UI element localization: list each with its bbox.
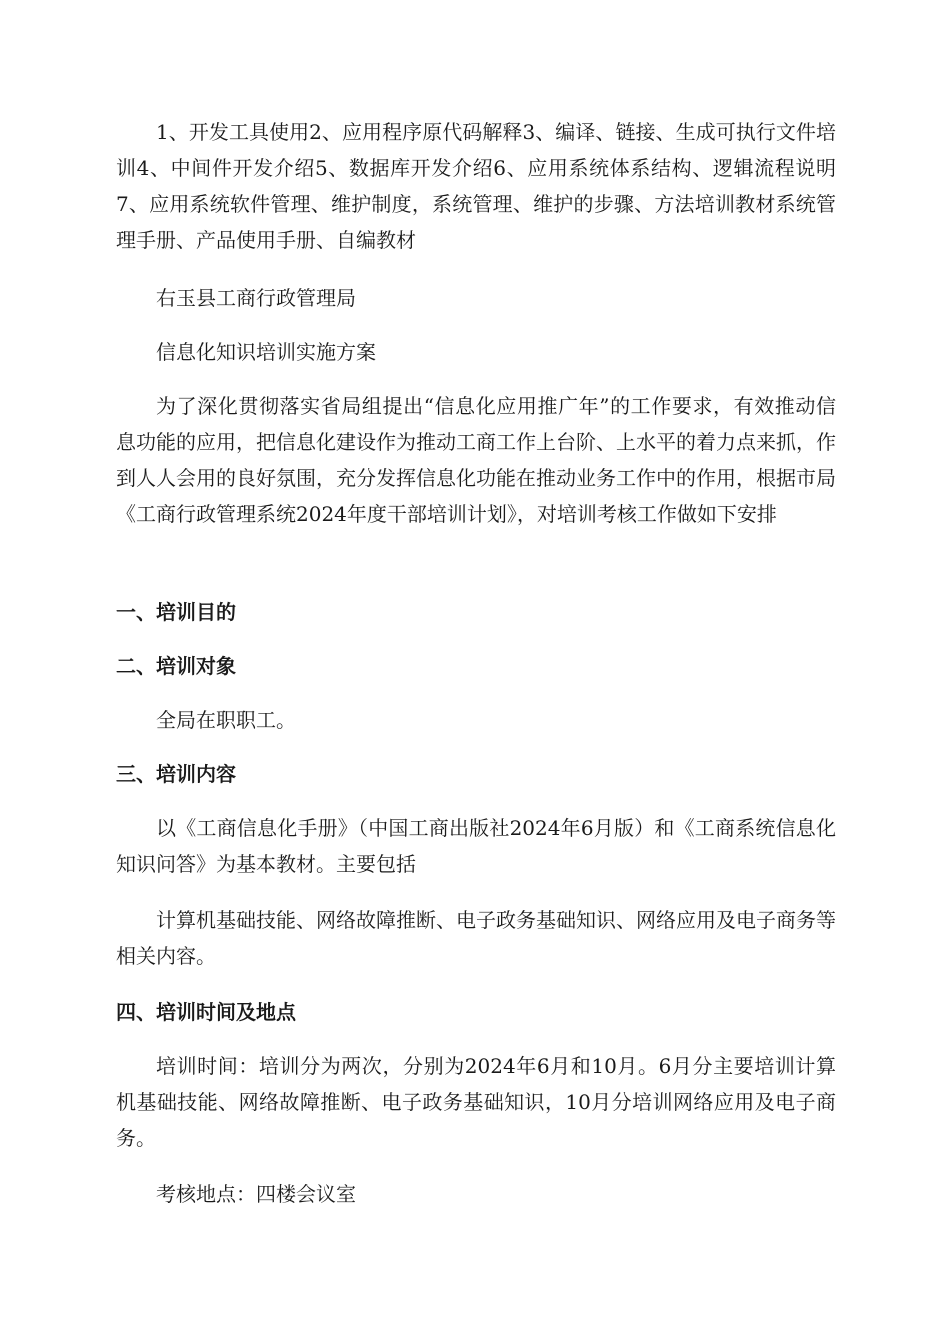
section-heading-time-location: 四、培训时间及地点 [116,1000,296,1024]
section-body-location: 考核地点：四楼会议室 [156,1182,356,1206]
section-heading-audience: 二、培训对象 [116,654,236,678]
document-title: 信息化知识培训实施方案 [156,340,376,364]
section-heading-purpose: 一、培训目的 [116,600,236,624]
section-body-audience: 全局在职职工。 [156,708,296,732]
intro-list-paragraph: 1、开发工具使用2、应用程序原代码解释3、编译、链接、生成可执行文件培训4、中间件开发介绍5、数据库开发介绍6、应用系统体系结构、逻辑流程说明7、应用系统软件管理、维护制度，系统管理、维护的步骤、方法培训教材系统管理手册、产品使用手册、自编教材 [116,120,836,252]
section-body-content-topics: 计算机基础技能、网络故障推断、电子政务基础知识、网络应用及电子商务等相关内容。 [116,908,836,968]
section-body-time: 培训时间：培训分为两次，分别为2024年6月和10月。6月分主要培训计算机基础技能、网络故障推断、电子政务基础知识，10月分培训网络应用及电子商务。 [116,1054,836,1150]
section-body-content: 以《工商信息化手册》（中国工商出版社2024年6月版）和《工商系统信息化知识问答》为基本教材。主要包括 [116,816,836,876]
section-heading-content: 三、培训内容 [116,762,236,786]
organization-name: 右玉县工商行政管理局 [156,286,356,310]
preamble-paragraph: 为了深化贯彻落实省局组提出“信息化应用推广年”的工作要求，有效推动信息功能的应用，把信息化建设作为推动工商工作上台阶、上水平的着力点来抓，作到人人会用的良好氛围，充分发挥信息化功能在推动业务工作中的作用，根据市局《工商行政管理系统2024年度干部培训计划》，对培训考核工作做如下安排 [116,394,836,526]
